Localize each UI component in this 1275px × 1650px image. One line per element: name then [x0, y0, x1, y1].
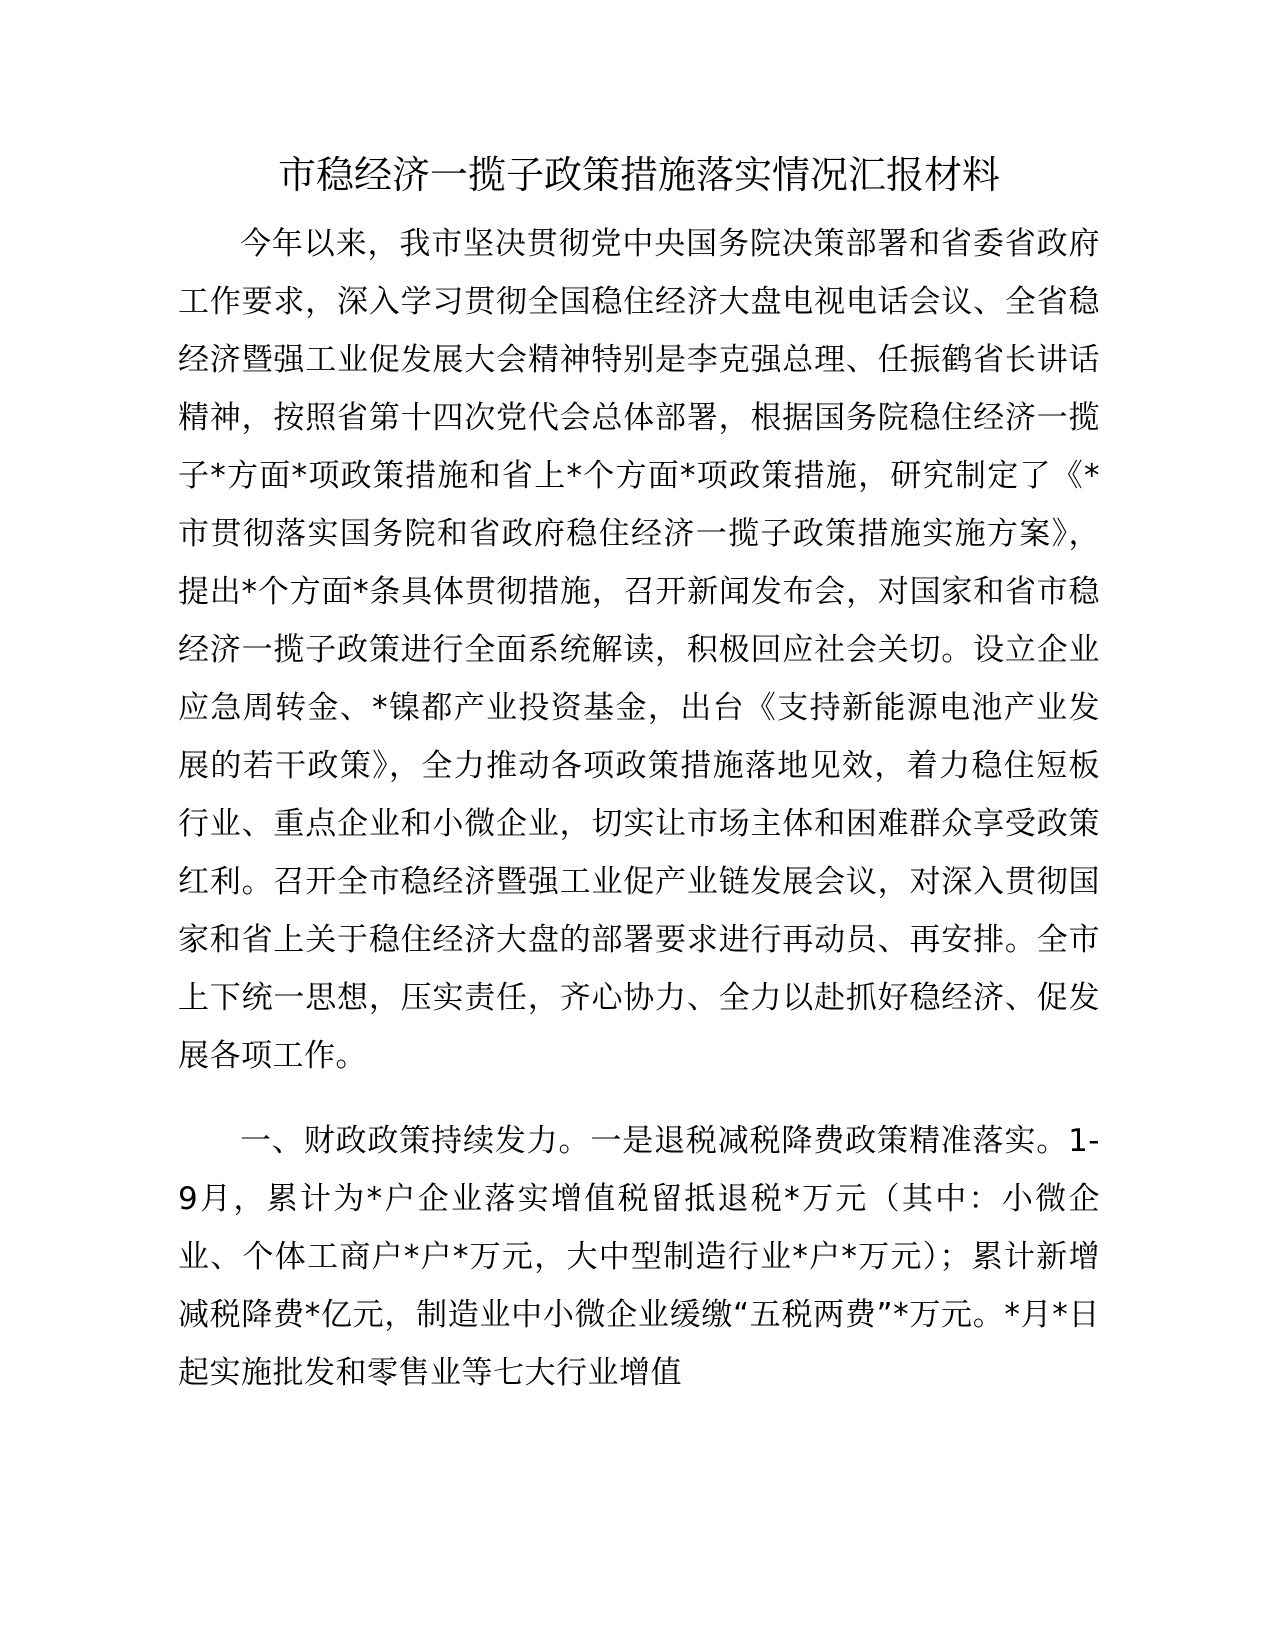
intro-paragraph: 今年以来，我市坚决贯彻党中央国务院决策部署和省委省政府工作要求，深入学习贯彻全国稳住经济大盘电视电话会议、全省稳经济暨强工业促发展大会精神特别是李克强总理、任振鹤省长讲话精神，按照省第十四次党代会总体部署，根据国务院稳住经济一揽子*方面*项政策措施和省上*个方面*项政策措施，研究制定了《*市贯彻落实国务院和省政府稳住经济一揽子政策措施实施方案》，提出*个方面*条具体贯彻措施，召开新闻发布会，对国家和省市稳经济一揽子政策进行全面系统解读，积极回应社会关切。设立企业应急周转金、*镍都产业投资基金，出台《支持新能源电池产业发展的若干政策》，全力推动各项政策措施落地见效，着力稳住短板行业、重点企业和小微企业，切实让市场主体和困难群众享受政策红利。召开全市稳经济暨强工业促产业链发展会议，对深入贯彻国家和省上关于稳住经济大盘的部署要求进行再动员、再安排。全市上下统一思想，压实责任，齐心协力、全力以赴抓好稳经济、促发展各项工作。 — [178, 226, 1100, 1074]
fiscal-policy-paragraph: 一、财政政策持续发力。一是退税减税降费政策精准落实。1-9月，累计为*户企业落实增值税留抵退税*万元（其中：小微企业、个体工商户*户*万元，大中型制造行业*户*万元）；累计新增减税降费*亿元，制造业中小微企业缓缴“五税两费”*万元。*月*日起实施批发和零售业等七大行业增值 — [178, 1123, 1100, 1391]
document-title: 市稳经济一揽子政策措施落实情况汇报材料 — [277, 153, 1000, 197]
